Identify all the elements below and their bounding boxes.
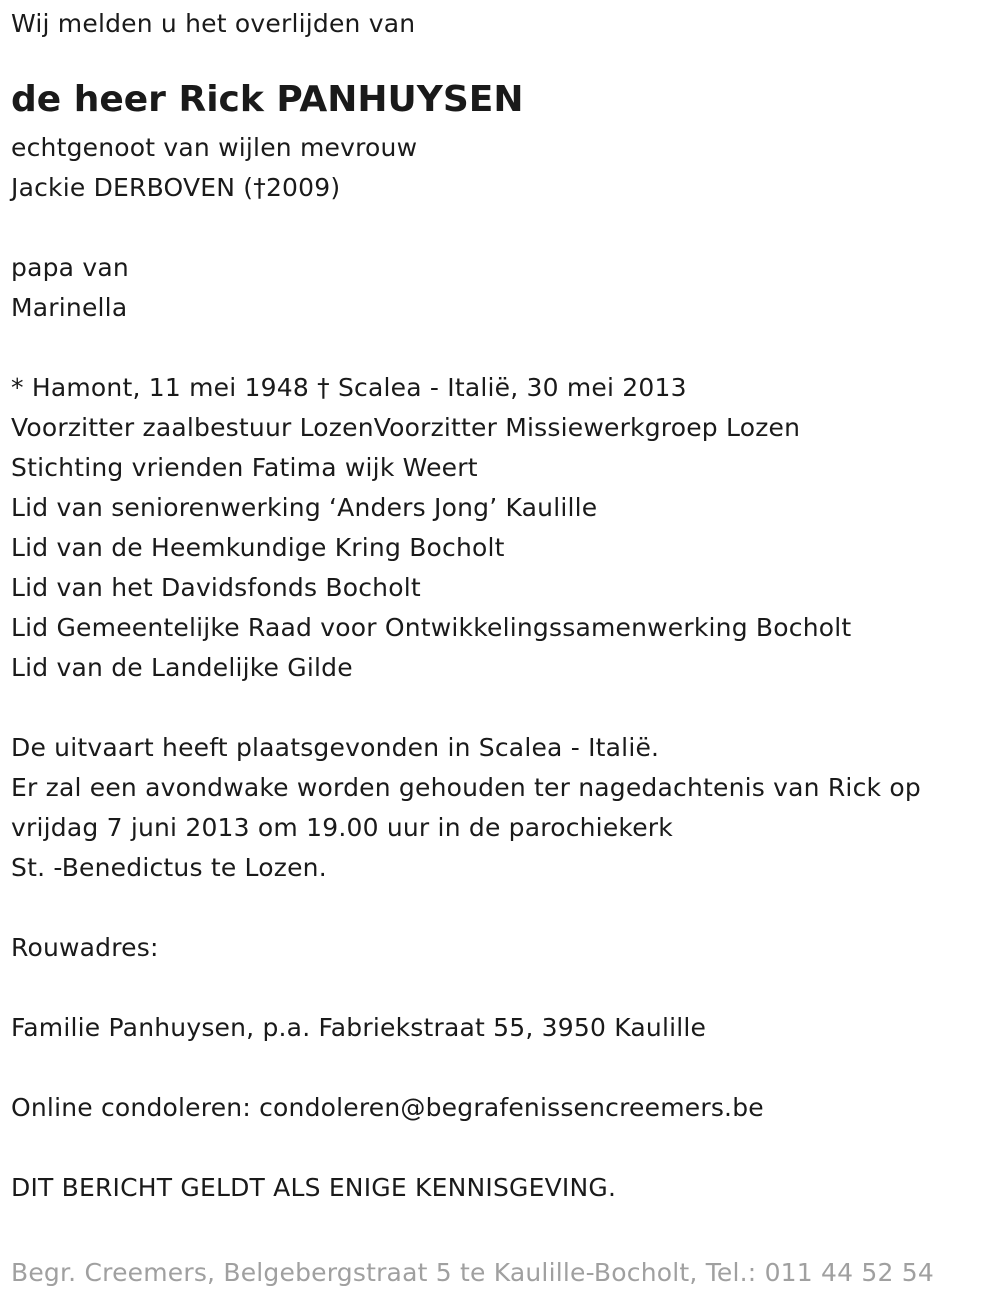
funeral-line: De uitvaart heeft plaatsgevonden in Scalea - Italië. xyxy=(11,733,660,762)
spouse-line-1: echtgenoot van wijlen mevrouw xyxy=(11,133,418,162)
children-line-2: Marinella xyxy=(11,293,128,322)
membership-line: Voorzitter zaalbestuur LozenVoorzitter Missiewerkgroep Lozen xyxy=(11,413,801,442)
deceased-name: de heer Rick PANHUYSEN xyxy=(11,79,524,120)
spacer xyxy=(11,968,986,1008)
funeral-home-footer: Begr. Creemers, Belgebergstraat 5 te Kaulille-Bocholt, Tel.: 011 44 52 54 xyxy=(11,1258,934,1287)
funeral-line: vrijdag 7 juni 2013 om 19.00 uur in de parochiekerk xyxy=(11,813,673,842)
intro-text: Wij melden u het overlijden van xyxy=(11,9,416,38)
spacer xyxy=(11,1048,986,1088)
funeral-line: St. -Benedictus te Lozen. xyxy=(11,853,327,882)
spacer xyxy=(11,208,986,248)
spacer xyxy=(11,888,986,928)
online-condolences: Online condoleren: condoleren@begrafenissencreemers.be xyxy=(11,1093,764,1122)
life-dates: * Hamont, 11 mei 1948 † Scalea - Italië, 30 mei 2013 xyxy=(11,373,687,402)
spacer xyxy=(11,328,986,368)
funeral-line: Er zal een avondwake worden gehouden ter nagedachtenis van Rick op xyxy=(11,773,921,802)
membership-line: Lid van de Landelijke Gilde xyxy=(11,653,353,682)
spacer xyxy=(11,688,986,728)
membership-line: Lid van het Davidsfonds Bocholt xyxy=(11,573,421,602)
membership-line: Lid van de Heemkundige Kring Bocholt xyxy=(11,533,505,562)
mourning-address: Familie Panhuysen, p.a. Fabriekstraat 55, 3950 Kaulille xyxy=(11,1013,707,1042)
spacer xyxy=(11,1128,986,1168)
children-line-1: papa van xyxy=(11,253,129,282)
membership-line: Lid van seniorenwerking ‘Anders Jong’ Kaulille xyxy=(11,493,598,522)
membership-line: Lid Gemeentelijke Raad voor Ontwikkelingssamenwerking Bocholt xyxy=(11,613,852,642)
death-notice xyxy=(11,4,986,1208)
spouse-line-2: Jackie DERBOVEN (†2009) xyxy=(11,173,341,202)
membership-line: Stichting vrienden Fatima wijk Weert xyxy=(11,453,478,482)
mourning-address-label: Rouwadres: xyxy=(11,933,159,962)
notice-statement: DIT BERICHT GELDT ALS ENIGE KENNISGEVING. xyxy=(11,1173,617,1202)
